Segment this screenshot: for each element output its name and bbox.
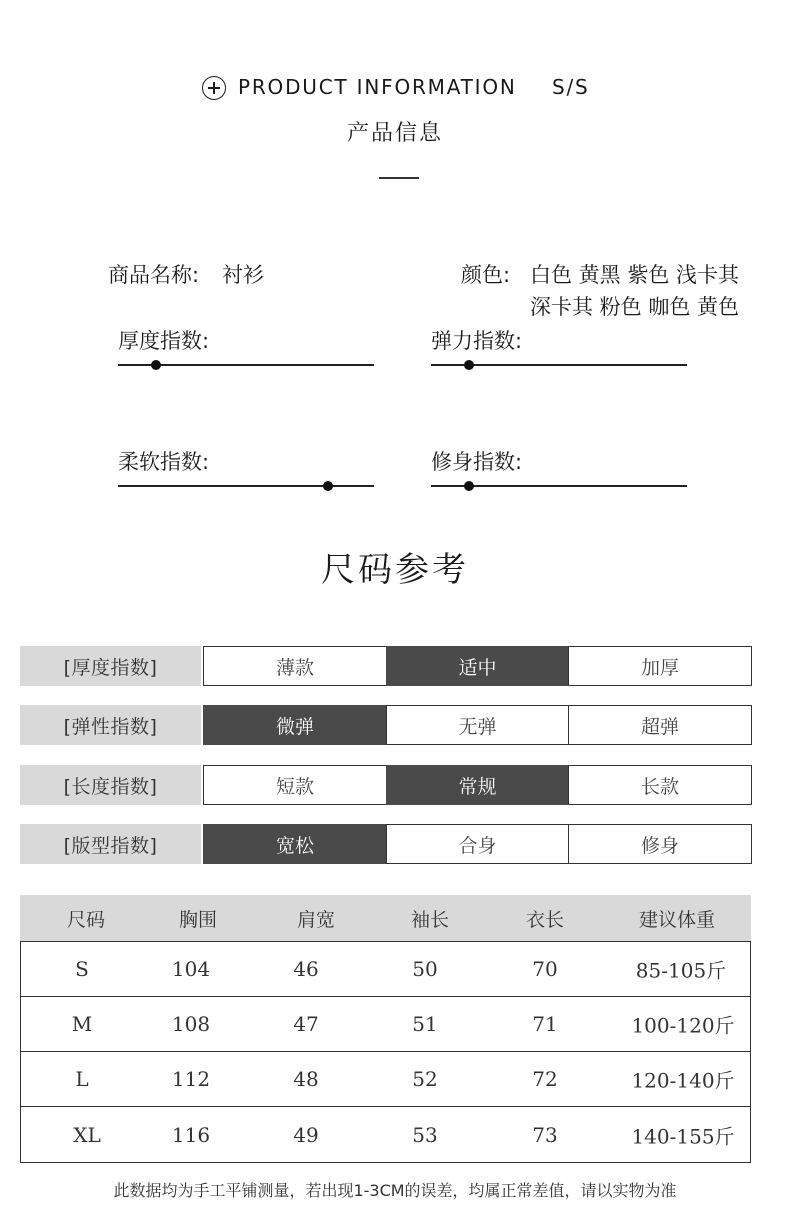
fit-index-label: 修身指数: bbox=[431, 450, 523, 474]
cell-chest: 112 bbox=[171, 1067, 211, 1091]
index-option: 适中 bbox=[386, 646, 570, 686]
fit-index-track bbox=[431, 485, 687, 487]
product-name-value: 衬衫 bbox=[222, 263, 264, 287]
column-header-weight: 建议体重 bbox=[638, 908, 716, 931]
index-option: 常规 bbox=[386, 765, 570, 805]
column-header-size: 尺码 bbox=[66, 908, 106, 931]
cell-length: 72 bbox=[532, 1067, 558, 1091]
cell-chest: 104 bbox=[171, 957, 211, 981]
index-option: 微弹 bbox=[203, 705, 387, 745]
cell-weight: 120-140斤 bbox=[631, 1068, 735, 1093]
index-option: 短款 bbox=[203, 765, 387, 805]
index-option: 无弹 bbox=[386, 705, 570, 745]
table-row bbox=[21, 1052, 750, 1107]
product-info-cn-title: 产品信息 bbox=[346, 121, 443, 146]
thickness-index-label: 厚度指数: bbox=[118, 329, 210, 353]
index-option: 薄款 bbox=[203, 646, 387, 686]
thickness-index-marker bbox=[151, 360, 161, 370]
cell-shoulder: 48 bbox=[293, 1067, 319, 1091]
cell-weight: 100-120斤 bbox=[631, 1013, 735, 1038]
size-reference-heading: 尺码参考 bbox=[321, 550, 469, 590]
product-information-title: PRODUCT INFORMATION bbox=[238, 75, 517, 99]
column-header-shoulder: 肩宽 bbox=[296, 908, 336, 931]
index-option: 加厚 bbox=[568, 646, 752, 686]
cell-length: 70 bbox=[532, 957, 558, 981]
elasticity-index-label: 弹力指数: bbox=[431, 329, 523, 353]
product-name-label: 商品名称: bbox=[108, 263, 200, 287]
season-label: S/S bbox=[552, 75, 590, 99]
index-row-label: [版型指数] bbox=[20, 824, 201, 864]
cell-shoulder: 46 bbox=[293, 957, 319, 981]
index-row-fit bbox=[20, 824, 753, 864]
cell-shoulder: 49 bbox=[293, 1122, 319, 1147]
cell-sleeve: 52 bbox=[412, 1067, 438, 1091]
cell-weight: 140-155斤 bbox=[631, 1124, 735, 1148]
elasticity-index-track bbox=[431, 364, 687, 366]
column-header-length: 衣长 bbox=[525, 908, 565, 931]
index-option: 修身 bbox=[568, 824, 752, 864]
index-row-label: [厚度指数] bbox=[20, 646, 201, 686]
plus-circle-icon bbox=[202, 76, 226, 100]
size-table-header bbox=[20, 895, 751, 941]
color-label: 颜色: bbox=[461, 263, 511, 287]
index-option: 合身 bbox=[386, 824, 570, 864]
cell-size: M bbox=[71, 1012, 93, 1036]
thickness-index-track bbox=[118, 364, 374, 366]
cell-chest: 108 bbox=[171, 1012, 211, 1036]
column-header-chest: 胸围 bbox=[178, 908, 218, 931]
cell-shoulder: 47 bbox=[293, 1012, 319, 1036]
index-option: 长款 bbox=[568, 765, 752, 805]
header-divider bbox=[379, 177, 419, 179]
index-option: 超弹 bbox=[568, 705, 752, 745]
cell-sleeve: 53 bbox=[412, 1122, 438, 1147]
cell-length: 73 bbox=[532, 1122, 558, 1147]
softness-index-marker bbox=[323, 481, 333, 491]
elasticity-index-marker bbox=[464, 360, 474, 370]
softness-index-label: 柔软指数: bbox=[118, 450, 210, 474]
index-row-label: [长度指数] bbox=[20, 765, 201, 805]
cell-weight: 85-105斤 bbox=[635, 958, 727, 983]
table-row bbox=[21, 942, 750, 997]
color-values-line1: 白色 黄黑 紫色 浅卡其 bbox=[530, 263, 740, 287]
table-row bbox=[21, 997, 750, 1052]
fit-index-marker bbox=[464, 481, 474, 491]
size-table-body bbox=[20, 941, 751, 1163]
cell-chest: 116 bbox=[171, 1122, 211, 1147]
cell-length: 71 bbox=[532, 1012, 558, 1036]
cell-sleeve: 51 bbox=[412, 1012, 438, 1036]
index-option: 宽松 bbox=[203, 824, 387, 864]
color-values-line2: 深卡其 粉色 咖色 黄色 bbox=[530, 295, 740, 319]
table-row bbox=[21, 1107, 750, 1162]
index-row-length bbox=[20, 765, 753, 805]
index-row-thickness bbox=[20, 646, 753, 686]
softness-index-track bbox=[118, 485, 374, 487]
cell-size: L bbox=[75, 1067, 89, 1091]
column-header-sleeve: 袖长 bbox=[410, 908, 450, 931]
cell-size: S bbox=[75, 957, 89, 981]
index-row-label: [弹性指数] bbox=[20, 705, 201, 745]
measurement-footnote: 此数据均为手工平铺测量，若出现1-3CM的误差，均属正常差值，请以实物为准 bbox=[113, 1181, 677, 1200]
index-row-elasticity bbox=[20, 705, 753, 745]
cell-sleeve: 50 bbox=[412, 957, 438, 981]
cell-size: XL bbox=[73, 1122, 101, 1147]
